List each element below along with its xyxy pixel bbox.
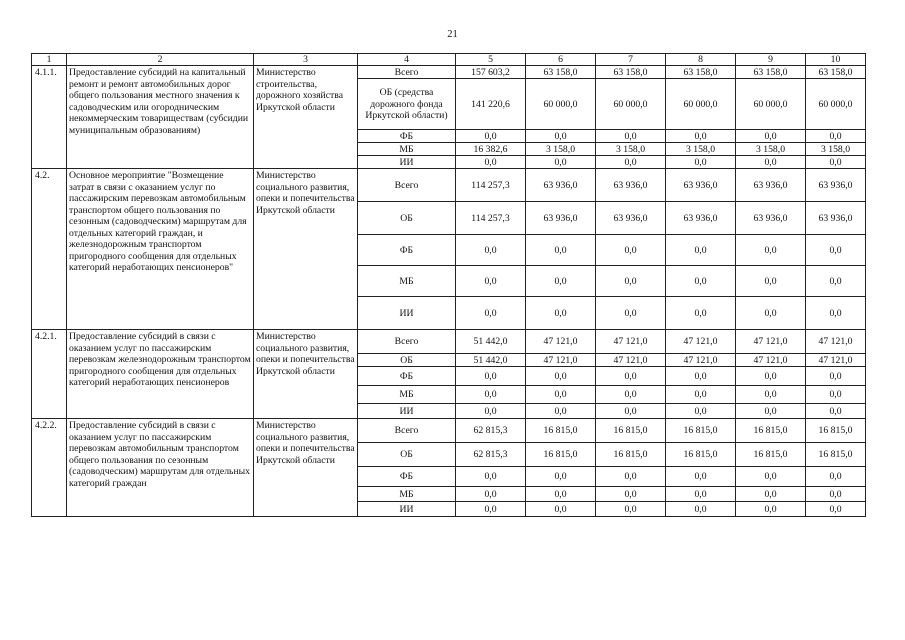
amount-cell: 63 936,0 bbox=[596, 202, 666, 235]
amount-cell: 3 158,0 bbox=[596, 143, 666, 156]
amount-cell: 0,0 bbox=[666, 235, 736, 266]
amount-cell: 0,0 bbox=[526, 235, 596, 266]
amount-cell: 0,0 bbox=[456, 386, 526, 404]
section-name: Предоставление субсидий в связи с оказанием услуг по пассажирским перевозкам железнодорожным транспортом пригородного сообщения для отдельных категорий неработающих пенсионеров bbox=[67, 330, 254, 419]
funding-source: ФБ bbox=[358, 367, 456, 386]
amount-cell: 0,0 bbox=[596, 487, 666, 502]
section-name: Основное мероприятие "Возмещение затрат в связи с оказанием услуг по пассажирским перевозкам автомобильным транспортом общего пользования по сезонным (садоводческим) маршрутам для отдельных категорий граждан, и железнодорожным транспортом пригородного сообщения для отдельных категорий неработающих пенсионеров" bbox=[67, 169, 254, 330]
funding-source: Всего bbox=[358, 330, 456, 354]
amount-cell: 0,0 bbox=[526, 502, 596, 517]
amount-cell: 0,0 bbox=[456, 130, 526, 143]
funding-source: ОБ bbox=[358, 202, 456, 235]
table-row bbox=[32, 169, 866, 202]
amount-cell: 0,0 bbox=[456, 297, 526, 330]
amount-cell: 16 815,0 bbox=[526, 443, 596, 467]
amount-cell: 63 936,0 bbox=[736, 169, 806, 202]
amount-cell: 0,0 bbox=[596, 367, 666, 386]
amount-cell: 16 815,0 bbox=[736, 419, 806, 443]
amount-cell: 0,0 bbox=[596, 404, 666, 419]
amount-cell: 0,0 bbox=[736, 386, 806, 404]
header-cell: 2 bbox=[67, 54, 254, 66]
amount-cell: 63 936,0 bbox=[666, 169, 736, 202]
amount-cell: 0,0 bbox=[596, 502, 666, 517]
amount-cell: 63 936,0 bbox=[666, 202, 736, 235]
amount-cell: 0,0 bbox=[666, 367, 736, 386]
amount-cell: 63 936,0 bbox=[806, 169, 866, 202]
amount-cell: 0,0 bbox=[456, 235, 526, 266]
amount-cell: 114 257,3 bbox=[456, 202, 526, 235]
amount-cell: 0,0 bbox=[736, 130, 806, 143]
amount-cell: 16 815,0 bbox=[596, 443, 666, 467]
amount-cell: 0,0 bbox=[526, 297, 596, 330]
amount-cell: 0,0 bbox=[806, 297, 866, 330]
header-cell: 4 bbox=[358, 54, 456, 66]
amount-cell: 0,0 bbox=[806, 156, 866, 169]
amount-cell: 63 158,0 bbox=[736, 66, 806, 79]
amount-cell: 62 815,3 bbox=[456, 443, 526, 467]
funding-source: Всего bbox=[358, 419, 456, 443]
amount-cell: 60 000,0 bbox=[806, 79, 866, 130]
amount-cell: 0,0 bbox=[526, 487, 596, 502]
funding-source: Всего bbox=[358, 169, 456, 202]
amount-cell: 3 158,0 bbox=[736, 143, 806, 156]
amount-cell: 0,0 bbox=[526, 467, 596, 487]
amount-cell: 0,0 bbox=[736, 487, 806, 502]
header-cell: 10 bbox=[806, 54, 866, 66]
table-row bbox=[32, 419, 866, 443]
funding-source: МБ bbox=[358, 487, 456, 502]
amount-cell: 47 121,0 bbox=[806, 330, 866, 354]
section-executor: Министерство строительства, дорожного хозяйства Иркутской области bbox=[254, 66, 358, 169]
amount-cell: 60 000,0 bbox=[526, 79, 596, 130]
amount-cell: 0,0 bbox=[666, 156, 736, 169]
funding-source: МБ bbox=[358, 386, 456, 404]
amount-cell: 63 158,0 bbox=[596, 66, 666, 79]
amount-cell: 3 158,0 bbox=[666, 143, 736, 156]
funding-source: ОБ bbox=[358, 443, 456, 467]
section-executor: Министерство социального развития, опеки и попечительства Иркутской области bbox=[254, 169, 358, 330]
section-name: Предоставление субсидий в связи с оказанием услуг по пассажирским перевозкам автомобильным транспортом общего пользования по сезонным (садоводческим) маршрутам для отдельных категорий граждан bbox=[67, 419, 254, 517]
amount-cell: 3 158,0 bbox=[526, 143, 596, 156]
amount-cell: 0,0 bbox=[596, 386, 666, 404]
amount-cell: 0,0 bbox=[526, 367, 596, 386]
amount-cell: 141 220,6 bbox=[456, 79, 526, 130]
header-cell: 6 bbox=[526, 54, 596, 66]
amount-cell: 0,0 bbox=[666, 297, 736, 330]
amount-cell: 0,0 bbox=[456, 266, 526, 297]
budget-table bbox=[31, 53, 866, 517]
amount-cell: 114 257,3 bbox=[456, 169, 526, 202]
amount-cell: 0,0 bbox=[806, 487, 866, 502]
amount-cell: 63 158,0 bbox=[806, 66, 866, 79]
amount-cell: 63 936,0 bbox=[596, 169, 666, 202]
amount-cell: 0,0 bbox=[666, 487, 736, 502]
amount-cell: 0,0 bbox=[596, 467, 666, 487]
amount-cell: 16 382,6 bbox=[456, 143, 526, 156]
amount-cell: 47 121,0 bbox=[526, 354, 596, 367]
amount-cell: 0,0 bbox=[526, 156, 596, 169]
amount-cell: 0,0 bbox=[736, 404, 806, 419]
funding-source: МБ bbox=[358, 266, 456, 297]
funding-source: ФБ bbox=[358, 235, 456, 266]
amount-cell: 63 936,0 bbox=[526, 169, 596, 202]
amount-cell: 0,0 bbox=[456, 467, 526, 487]
header-cell: 5 bbox=[456, 54, 526, 66]
section-code: 4.2.1. bbox=[32, 330, 67, 419]
amount-cell: 0,0 bbox=[666, 386, 736, 404]
amount-cell: 0,0 bbox=[596, 266, 666, 297]
funding-source: ФБ bbox=[358, 467, 456, 487]
amount-cell: 0,0 bbox=[596, 156, 666, 169]
amount-cell: 0,0 bbox=[456, 367, 526, 386]
amount-cell: 0,0 bbox=[736, 297, 806, 330]
amount-cell: 0,0 bbox=[526, 266, 596, 297]
amount-cell: 157 603,2 bbox=[456, 66, 526, 79]
amount-cell: 0,0 bbox=[666, 130, 736, 143]
funding-source: ФБ bbox=[358, 130, 456, 143]
amount-cell: 51 442,0 bbox=[456, 330, 526, 354]
amount-cell: 0,0 bbox=[596, 130, 666, 143]
amount-cell: 0,0 bbox=[806, 386, 866, 404]
amount-cell: 0,0 bbox=[736, 156, 806, 169]
amount-cell: 47 121,0 bbox=[596, 354, 666, 367]
amount-cell: 47 121,0 bbox=[666, 354, 736, 367]
amount-cell: 60 000,0 bbox=[666, 79, 736, 130]
section-code: 4.1.1. bbox=[32, 66, 67, 169]
amount-cell: 63 936,0 bbox=[736, 202, 806, 235]
amount-cell: 47 121,0 bbox=[666, 330, 736, 354]
amount-cell: 0,0 bbox=[806, 467, 866, 487]
amount-cell: 0,0 bbox=[736, 502, 806, 517]
amount-cell: 16 815,0 bbox=[526, 419, 596, 443]
section-executor: Министерство социального развития, опеки и попечительства Иркутской области bbox=[254, 330, 358, 419]
amount-cell: 16 815,0 bbox=[736, 443, 806, 467]
amount-cell: 63 158,0 bbox=[666, 66, 736, 79]
amount-cell: 47 121,0 bbox=[736, 354, 806, 367]
amount-cell: 63 936,0 bbox=[806, 202, 866, 235]
amount-cell: 51 442,0 bbox=[456, 354, 526, 367]
table-row bbox=[32, 66, 866, 79]
amount-cell: 0,0 bbox=[736, 235, 806, 266]
amount-cell: 0,0 bbox=[526, 386, 596, 404]
funding-source: ИИ bbox=[358, 156, 456, 169]
header-cell: 8 bbox=[666, 54, 736, 66]
amount-cell: 63 158,0 bbox=[526, 66, 596, 79]
funding-source: Всего bbox=[358, 66, 456, 79]
header-cell: 3 bbox=[254, 54, 358, 66]
amount-cell: 63 936,0 bbox=[526, 202, 596, 235]
amount-cell: 0,0 bbox=[666, 502, 736, 517]
funding-source: ИИ bbox=[358, 404, 456, 419]
funding-source: МБ bbox=[358, 143, 456, 156]
amount-cell: 0,0 bbox=[456, 502, 526, 517]
amount-cell: 47 121,0 bbox=[596, 330, 666, 354]
header-cell: 1 bbox=[32, 54, 67, 66]
amount-cell: 60 000,0 bbox=[596, 79, 666, 130]
funding-source: ИИ bbox=[358, 502, 456, 517]
section-executor: Министерство социального развития, опеки и попечительства Иркутской области bbox=[254, 419, 358, 517]
amount-cell: 60 000,0 bbox=[736, 79, 806, 130]
amount-cell: 0,0 bbox=[806, 502, 866, 517]
amount-cell: 16 815,0 bbox=[806, 443, 866, 467]
amount-cell: 47 121,0 bbox=[526, 330, 596, 354]
amount-cell: 0,0 bbox=[666, 266, 736, 297]
amount-cell: 0,0 bbox=[806, 266, 866, 297]
amount-cell: 0,0 bbox=[526, 404, 596, 419]
funding-source: ОБ (средства дорожного фонда Иркутской области) bbox=[358, 79, 456, 130]
amount-cell: 16 815,0 bbox=[596, 419, 666, 443]
amount-cell: 0,0 bbox=[666, 404, 736, 419]
amount-cell: 0,0 bbox=[806, 130, 866, 143]
amount-cell: 3 158,0 bbox=[806, 143, 866, 156]
amount-cell: 0,0 bbox=[456, 156, 526, 169]
table-row bbox=[32, 330, 866, 354]
section-code: 4.2.2. bbox=[32, 419, 67, 517]
amount-cell: 0,0 bbox=[666, 467, 736, 487]
header-row bbox=[32, 54, 866, 66]
header-cell: 7 bbox=[596, 54, 666, 66]
amount-cell: 0,0 bbox=[736, 266, 806, 297]
amount-cell: 0,0 bbox=[736, 367, 806, 386]
section-name: Предоставление субсидий на капитальный ремонт и ремонт автомобильных дорог общего пользования местного значения к садоводческим или огородническим некоммерческим товариществам (субсидии муниципальным образованиям) bbox=[67, 66, 254, 169]
amount-cell: 0,0 bbox=[596, 235, 666, 266]
header-cell: 9 bbox=[736, 54, 806, 66]
amount-cell: 47 121,0 bbox=[806, 354, 866, 367]
amount-cell: 0,0 bbox=[736, 467, 806, 487]
amount-cell: 0,0 bbox=[596, 297, 666, 330]
funding-source: ОБ bbox=[358, 354, 456, 367]
amount-cell: 47 121,0 bbox=[736, 330, 806, 354]
amount-cell: 16 815,0 bbox=[666, 443, 736, 467]
amount-cell: 0,0 bbox=[456, 404, 526, 419]
section-code: 4.2. bbox=[32, 169, 67, 330]
amount-cell: 0,0 bbox=[806, 235, 866, 266]
amount-cell: 0,0 bbox=[456, 487, 526, 502]
page-number: 21 bbox=[447, 29, 458, 40]
amount-cell: 62 815,3 bbox=[456, 419, 526, 443]
amount-cell: 0,0 bbox=[806, 404, 866, 419]
amount-cell: 0,0 bbox=[526, 130, 596, 143]
amount-cell: 16 815,0 bbox=[806, 419, 866, 443]
funding-source: ИИ bbox=[358, 297, 456, 330]
amount-cell: 16 815,0 bbox=[666, 419, 736, 443]
amount-cell: 0,0 bbox=[806, 367, 866, 386]
